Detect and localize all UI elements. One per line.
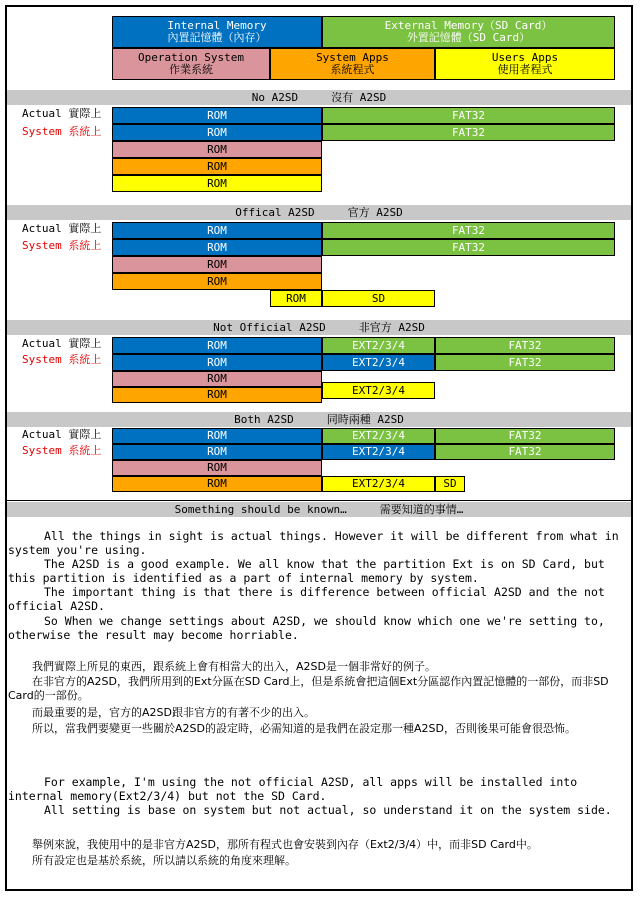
legend-system-apps: System Apps 系統程式 [270, 48, 435, 80]
fat32-box: FAT32 [322, 239, 615, 256]
rom-box: ROM [112, 158, 322, 175]
rom-box: ROM [112, 222, 322, 239]
rom-box: ROM [112, 256, 322, 273]
fat32-box: FAT32 [435, 354, 615, 371]
notice-title: Something should be known… 需要知道的事情… [7, 502, 631, 517]
ext-box: EXT2/3/4 [322, 444, 435, 460]
fat32-box: FAT32 [322, 107, 615, 124]
legend-internal-memory: Internal Memory 內置記憶體（內存） [112, 16, 322, 48]
sd-box: SD [435, 476, 465, 492]
legend-users-apps: Users Apps 使用者程式 [435, 48, 615, 80]
rom-box: ROM [112, 273, 322, 290]
paragraph-zh-2: 在非官方的A2SD，我們所用到的Ext分區在SD Card上，但是系統會把這個Ext分區認作內置記憶體的一部份，而非SD Card的一部份。 [8, 675, 609, 702]
fat32-box: FAT32 [322, 222, 615, 239]
section-title-not-official-a2sd: Not Official A2SD 非官方 A2SD [7, 320, 631, 335]
actual-label: Actual 實際上 [22, 337, 102, 350]
paragraph-zh-3: 而最重要的是，官方的A2SD跟非官方的有著不少的出入。 [32, 706, 315, 719]
system-label: System 系統上 [22, 239, 102, 252]
actual-label: Actual 實際上 [22, 222, 102, 235]
paragraph-en-5: For example, I'm using the not official A2SD, all apps will be installed into internal memory(Ext2/3/4) but not the SD Card. [8, 775, 578, 803]
section-title-both-a2sd: Both A2SD 同時兩種 A2SD [7, 412, 631, 427]
rom-box: ROM [112, 124, 322, 141]
rom-box: ROM [112, 107, 322, 124]
rom-box: ROM [270, 290, 322, 307]
ext-box: EXT2/3/4 [322, 382, 435, 399]
ext-box: EXT2/3/4 [322, 337, 435, 354]
divider [7, 500, 631, 501]
fat32-box: FAT32 [435, 337, 615, 354]
rom-box: ROM [112, 428, 322, 444]
ext-box: EXT2/3/4 [322, 428, 435, 444]
paragraph-en-4: So When we change settings about A2SD, we should know which one we're setting to, otherwise the result may become horriable. [8, 614, 605, 642]
paragraph-zh-6: 所有設定也是基於系統，所以請以系統的角度來理解。 [32, 854, 296, 867]
fat32-box: FAT32 [322, 124, 615, 141]
rom-box: ROM [112, 175, 322, 192]
sd-box: SD [322, 290, 435, 307]
paragraph-en-2: The A2SD is a good example. We all know that the partition Ext is on SD Card, but this partition is identified as a part of internal memory by system. [8, 557, 605, 585]
section-title-official-a2sd: Offical A2SD 官方 A2SD [7, 205, 631, 220]
legend-operation-system: Operation System 作業系統 [112, 48, 270, 80]
ext-box: EXT2/3/4 [322, 354, 435, 371]
rom-box: ROM [112, 371, 322, 387]
system-label: System 系統上 [22, 444, 102, 457]
rom-box: ROM [112, 460, 322, 476]
paragraph-zh-5: 舉例來說，我使用中的是非官方A2SD，那所有程式也會安裝到內存（Ext2/3/4）中，而非SD Card中。 [32, 838, 538, 851]
paragraph-zh-4: 所以，當我們要變更一些關於A2SD的設定時，必需知道的是我們在設定那一種A2SD，否則後果可能會很恐怖。 [32, 722, 576, 735]
rom-box: ROM [112, 444, 322, 460]
rom-box: ROM [112, 354, 322, 371]
legend-external-memory: External Memory（SD Card） 外置記憶體（SD Card） [322, 16, 615, 48]
system-label: System 系統上 [22, 125, 102, 138]
actual-label: Actual 實際上 [22, 428, 102, 441]
rom-box: ROM [112, 239, 322, 256]
paragraph-zh-1: 我們實際上所見的東西，跟系統上會有相當大的出入，A2SD是一個非常好的例子。 [32, 660, 436, 673]
paragraph-en-3: The important thing is that there is difference between official A2SD and the not official A2SD. [8, 585, 605, 613]
rom-box: ROM [112, 476, 322, 492]
system-label: System 系統上 [22, 353, 102, 366]
actual-label: Actual 實際上 [22, 107, 102, 120]
section-title-no-a2sd: No A2SD 沒有 A2SD [7, 90, 631, 105]
fat32-box: FAT32 [435, 428, 615, 444]
paragraph-en-1: All the things in sight is actual things. However it will be different from what in system you're using. [8, 529, 619, 557]
paragraph-en-6: All setting is base on system but not actual, so understand it on the system side. [44, 803, 612, 817]
rom-box: ROM [112, 141, 322, 158]
rom-box: ROM [112, 337, 322, 354]
ext-box: EXT2/3/4 [322, 476, 435, 492]
rom-box: ROM [112, 387, 322, 403]
fat32-box: FAT32 [435, 444, 615, 460]
